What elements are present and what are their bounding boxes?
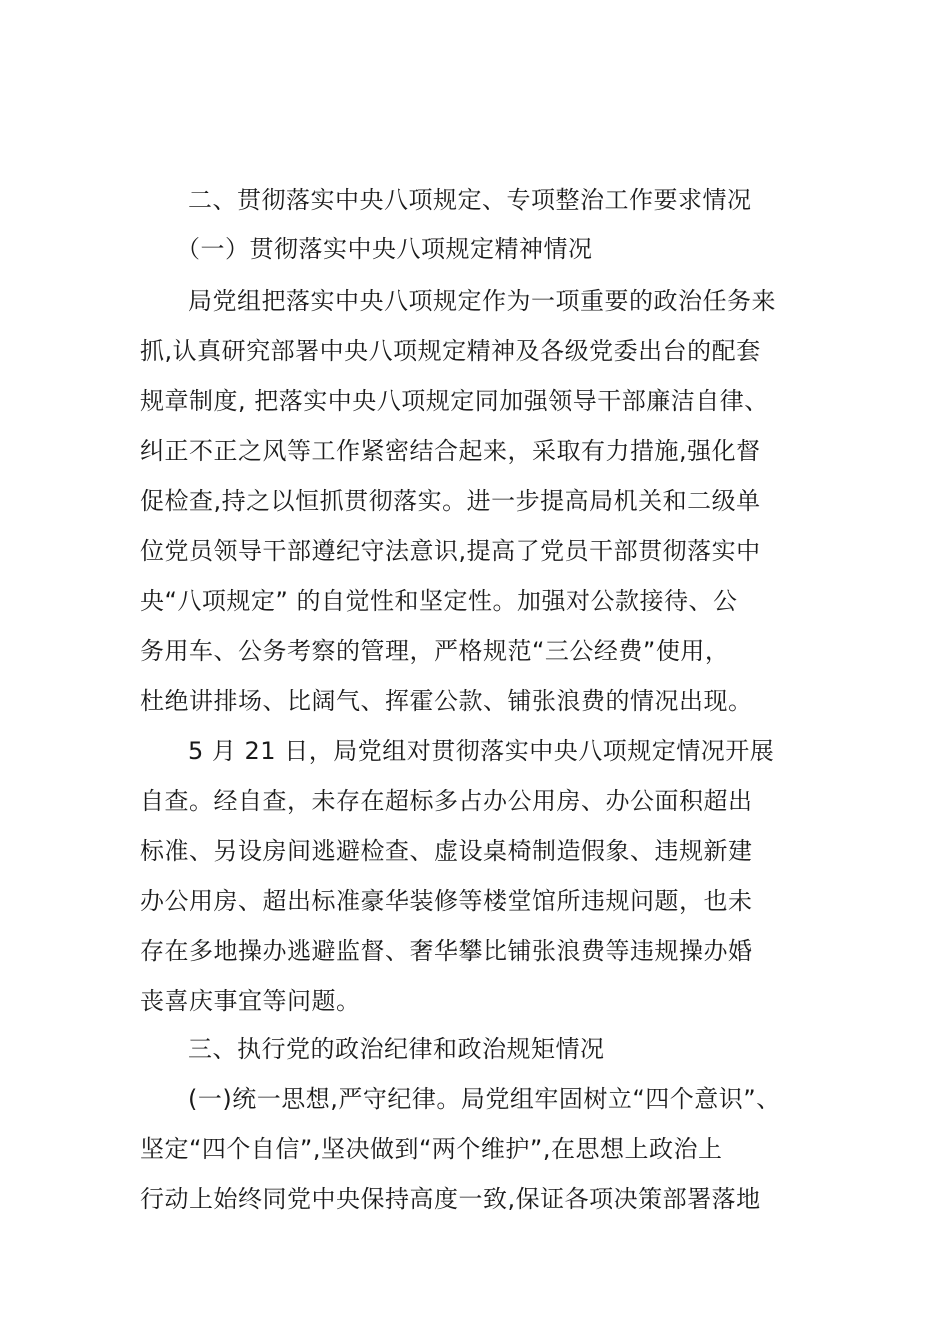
paragraph-line: 促检查,持之以恒抓贯彻落实。进一步提高局机关和二级单	[140, 487, 761, 515]
paragraph-line: 坚定“四个自信”,坚决做到“两个维护”,在思想上政治上	[140, 1135, 723, 1163]
paragraph-line: 5 月 21 日，局党组对贯彻落实中央八项规定情况开展	[188, 737, 775, 765]
section2-sub1: （一）贯彻落实中央八项规定精神情况	[176, 235, 593, 263]
paragraph-line: 务用车、公务考察的管理，严格规范“三公经费”使用，	[140, 637, 730, 665]
paragraph-line: 办公用房、超出标准豪华装修等楼堂馆所违规问题，也未	[140, 887, 753, 915]
section3-heading: 三、执行党的政治纪律和政治规矩情况	[188, 1035, 605, 1063]
paragraph-line: 自查。经自查，未存在超标多占办公用房、办公面积超出	[140, 787, 753, 815]
paragraph-line: 存在多地操办逃避监督、奢华攀比铺张浪费等违规操办婚	[140, 937, 753, 965]
section2-heading: 二、贯彻落实中央八项规定、专项整治工作要求情况	[188, 186, 752, 214]
paragraph-line: 规章制度, 把落实中央八项规定同加强领导干部廉洁自律、	[140, 387, 769, 415]
paragraph-line: (一)统一思想,严守纪律。局党组牢固树立“四个意识”、	[188, 1085, 781, 1113]
paragraph-line: 局党组把落实中央八项规定作为一项重要的政治任务来	[188, 287, 776, 315]
paragraph-line: 行动上始终同党中央保持高度一致,保证各项决策部署落地	[140, 1185, 761, 1213]
paragraph-line: 杜绝讲排场、比阔气、挥霍公款、铺张浪费的情况出现。	[140, 687, 753, 715]
paragraph-line: 标准、另设房间逃避检查、虚设桌椅制造假象、违规新建	[140, 837, 753, 865]
paragraph-line: 丧喜庆事宜等问题。	[140, 987, 361, 1015]
paragraph-line: 位党员领导干部遵纪守法意识,提高了党员干部贯彻落实中	[140, 537, 761, 565]
paragraph-line: 纠正不正之风等工作紧密结合起来，采取有力措施,强化督	[140, 437, 761, 465]
paragraph-line: 央“八项规定” 的自觉性和坚定性。加强对公款接待、公	[140, 587, 738, 615]
paragraph-line: 抓,认真研究部署中央八项规定精神及各级党委出台的配套	[140, 337, 761, 365]
